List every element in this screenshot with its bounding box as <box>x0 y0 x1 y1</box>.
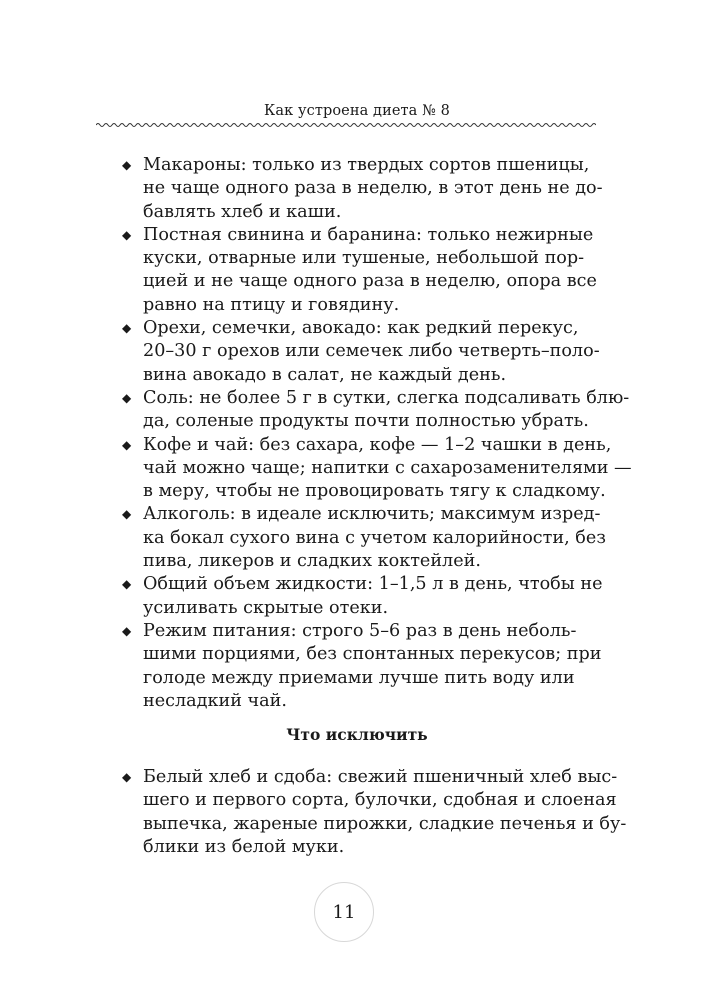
list-item-line: усиливать скрытые отеки. <box>143 597 389 618</box>
page-number-badge <box>314 882 374 942</box>
list-item-line: в меру, чтобы не провоцировать тягу к сладкому. <box>143 481 606 502</box>
list-item <box>122 317 600 387</box>
list-item-line: бавлять хлеб и каши. <box>143 201 342 222</box>
list-item-line: цией и не чаще одного раза в неделю, опора все <box>143 271 597 292</box>
diet-exclude-list <box>122 766 627 859</box>
diet-allowed-list <box>122 154 632 713</box>
list-item-line: Белый хлеб и сдоба: свежий пшеничный хлеб выс- <box>143 767 618 787</box>
diamond-icon: ◆ <box>122 321 132 336</box>
list-item-line: блики из белой муки. <box>143 836 345 857</box>
list-item-line: Постная свинина и баранина: только нежирные <box>143 224 594 245</box>
list-item-line: куски, отварные или тушеные, небольшой пор- <box>143 248 585 269</box>
list-item-line: несладкий чай. <box>143 690 287 711</box>
list-item <box>122 154 603 224</box>
list-item-line: Кофе и чай: без сахара, кофе — 1–2 чашки в день, <box>143 434 612 455</box>
list-item-line: Соль: не более 5 г в сутки, слегка подсаливать блю- <box>143 387 630 408</box>
list-item-line: пива, ликеров и сладких коктейлей. <box>143 551 481 572</box>
list-item-line: голоде между приемами лучше пить воду или <box>143 667 575 688</box>
diamond-icon: ◆ <box>122 623 132 638</box>
diamond-icon: ◆ <box>122 158 132 172</box>
running-head: Как устроена диета № 8 <box>264 103 450 119</box>
list-item-line: шими порциями, без спонтанных перекусов; при <box>143 644 602 665</box>
list-item-line: Режим питания: строго 5–6 раз в день неболь- <box>143 620 577 641</box>
list-item <box>122 224 597 317</box>
list-item-line: да, соленые продукты почти полностью убрать. <box>143 411 589 432</box>
diamond-icon: ◆ <box>122 390 132 405</box>
diamond-icon: ◆ <box>122 507 132 522</box>
list-item-line: вина авокадо в салат, не каждый день. <box>143 364 507 385</box>
diamond-icon: ◆ <box>122 437 132 452</box>
list-item-line: 20–30 г орехов или семечек либо четверть–поло- <box>143 341 600 362</box>
page-number: 11 <box>332 901 356 923</box>
list-item-line: равно на птицу и говядину. <box>143 294 400 315</box>
list-item-line: не чаще одного раза в неделю, в этот день не до- <box>143 178 603 199</box>
list-item-line: чай можно чаще; напитки с сахарозаменителями — <box>143 457 632 478</box>
list-item-line: ка бокал сухого вина с учетом калорийности, без <box>143 527 606 548</box>
list-item-line: Общий объем жидкости: 1–1,5 л в день, чтобы не <box>143 574 603 595</box>
section-heading-exclude: Что исключить <box>286 725 428 744</box>
diamond-icon: ◆ <box>122 577 132 592</box>
list-item <box>122 434 632 504</box>
list-item-line: выпечка, жареные пирожки, сладкие печенья и бу- <box>143 813 627 834</box>
list-item <box>122 766 627 859</box>
list-item <box>122 503 606 573</box>
list-item <box>122 573 603 620</box>
list-item-line: Орехи, семечки, авокадо: как редкий перекус, <box>143 318 579 339</box>
list-item <box>122 620 602 713</box>
wavy-rule-divider <box>96 121 596 129</box>
diamond-icon: ◆ <box>122 770 132 784</box>
list-item-line: Макароны: только из твердых сортов пшеницы, <box>143 155 590 175</box>
list-item-line: шего и первого сорта, булочки, сдобная и слоеная <box>143 790 617 811</box>
list-item-line: Алкоголь: в идеале исключить; максимум изред- <box>143 504 601 525</box>
list-item <box>122 387 630 434</box>
diamond-icon: ◆ <box>122 227 132 242</box>
